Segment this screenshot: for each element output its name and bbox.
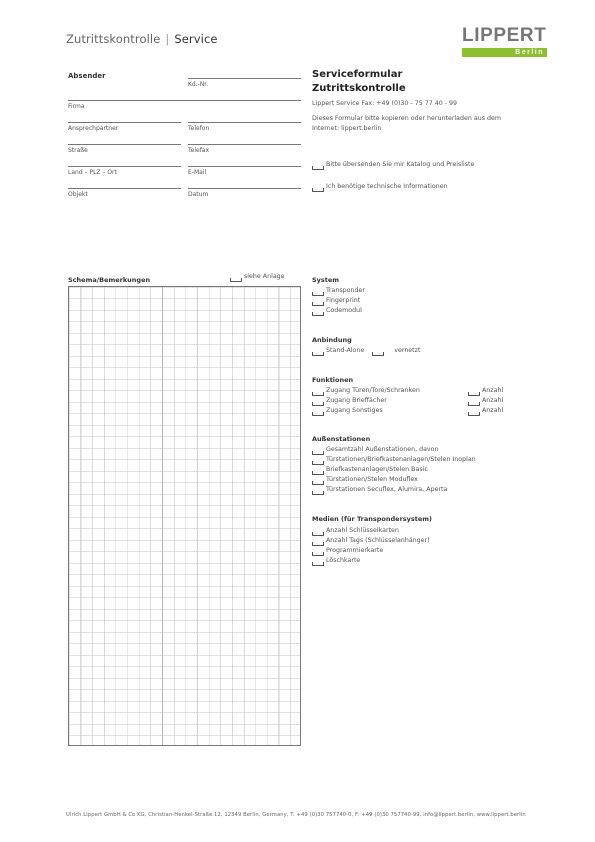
ansprechpartner-label: Ansprechpartner — [68, 125, 119, 132]
anbindung-heading: Anbindung — [312, 336, 352, 344]
sender-heading: Absender — [68, 72, 106, 80]
amount-input[interactable] — [312, 451, 324, 455]
amount-input[interactable] — [312, 491, 324, 495]
telefax-label: Telefax — [188, 147, 210, 154]
checkbox[interactable] — [312, 292, 324, 296]
kd-nr-line[interactable] — [188, 78, 301, 79]
anbindung-vernetzt[interactable]: vernetzt — [394, 347, 421, 354]
option-label: Zugang Brieffächer — [326, 397, 387, 404]
medien-option[interactable] — [312, 546, 430, 556]
logo-sub: Berlin — [515, 49, 544, 56]
checkbox[interactable] — [312, 302, 324, 306]
medien-option[interactable] — [312, 556, 430, 566]
header-category: Zutrittskontrolle — [66, 32, 161, 46]
land-plz-ort-line[interactable] — [68, 166, 181, 167]
telefon-label: Telefon — [188, 125, 210, 132]
checkbox[interactable] — [312, 312, 324, 316]
form-title — [312, 68, 406, 96]
ansprechpartner-line[interactable] — [68, 122, 181, 123]
logo-word: LIPPERT — [462, 25, 547, 46]
request-info-label: Ich benötige technische Informationen — [326, 183, 448, 190]
header-section: Service — [174, 32, 218, 46]
service-note-line2: Internet: lippert.berlin — [312, 125, 382, 132]
aussenstationen-option[interactable] — [312, 485, 476, 495]
amount-input[interactable] — [468, 402, 480, 406]
aussenstationen-options — [312, 445, 476, 495]
checkbox[interactable] — [312, 188, 324, 192]
option-label: Fingerprint — [326, 297, 361, 304]
option-label: Türstationen Secuflex, Alumira, Aperta — [326, 486, 448, 493]
option-label: Anzahl Tags (Schlüsselanhänger) — [326, 537, 430, 544]
option-label: Türstationen/Stelen Moduflex — [326, 476, 418, 483]
header-separator: | — [165, 32, 170, 46]
medien-option[interactable] — [312, 536, 430, 546]
amount-label: Anzahl — [482, 387, 504, 394]
funktionen-option-brieffaecher[interactable] — [312, 396, 420, 406]
aussenstationen-option[interactable] — [312, 475, 476, 485]
medien-options — [312, 526, 430, 566]
strasse-label: Straße — [68, 147, 88, 154]
checkbox[interactable] — [312, 552, 324, 556]
grid-dot-pattern — [69, 287, 300, 745]
land-plz-ort-label: Land – PLZ – Ort — [68, 169, 117, 176]
checkbox[interactable] — [372, 352, 384, 356]
amount-input[interactable] — [468, 392, 480, 396]
anbindung-options — [312, 346, 420, 356]
option-label: Codemodul — [326, 307, 362, 314]
request-catalog-label: Bitte übersenden Sie mir Katalog und Preisliste — [326, 161, 475, 168]
checkbox[interactable] — [312, 402, 324, 406]
request-info-option[interactable] — [312, 182, 448, 192]
schema-heading: Schema/Bemerkungen — [68, 276, 151, 284]
page-footer: Ulrich Lippert GmbH & Co KG, Christian-Henkel-Straße 12, 12349 Berlin, Germany, T: +49 (0)30 757740-0, F: +49 (0)30 757740-99, info@lippert.berlin, www.lippert.berlin — [66, 812, 526, 818]
datum-label: Datum — [188, 191, 209, 198]
system-option-codemodul[interactable] — [312, 306, 365, 316]
funktionen-heading: Funktionen — [312, 376, 354, 384]
amount-field[interactable] — [468, 386, 503, 396]
option-label: Briefkastenanlagen/Stelen Basic — [326, 466, 428, 473]
amount-input[interactable] — [312, 532, 324, 536]
checkbox[interactable] — [312, 166, 324, 170]
logo-bar — [462, 48, 547, 57]
system-option-transponder[interactable] — [312, 286, 365, 296]
checkbox[interactable] — [230, 278, 242, 282]
form-title-line2: Zutrittskontrolle — [312, 83, 406, 94]
funktionen-amounts — [468, 386, 503, 416]
checkbox[interactable] — [312, 392, 324, 396]
option-label: Transponder — [326, 287, 365, 294]
request-catalog-option[interactable] — [312, 160, 474, 170]
schema-attachment-option[interactable] — [230, 272, 285, 282]
amount-label: Anzahl — [482, 397, 504, 404]
option-label: Zugang Türen/Tore/Schranken — [326, 387, 420, 394]
system-options — [312, 286, 365, 316]
lippert-logo — [462, 26, 547, 57]
funktionen-option-sonstiges[interactable] — [312, 406, 420, 416]
telefon-line[interactable] — [188, 122, 301, 123]
amount-field[interactable] — [468, 396, 503, 406]
amount-field[interactable] — [468, 406, 503, 416]
amount-input[interactable] — [312, 461, 324, 465]
objekt-line[interactable] — [68, 188, 181, 189]
telefax-line[interactable] — [188, 144, 301, 145]
option-label: Löschkarte — [326, 557, 361, 564]
service-note-line1: Dieses Formular bitte kopieren oder herunterladen aus dem — [312, 115, 502, 122]
checkbox[interactable] — [312, 562, 324, 566]
email-line[interactable] — [188, 166, 301, 167]
schema-grid[interactable] — [68, 286, 301, 746]
checkbox[interactable] — [312, 412, 324, 416]
page-header — [66, 32, 218, 46]
option-label: Anzahl Schlüsselkarten — [326, 527, 399, 534]
schema-attachment-label: siehe Anlage — [244, 273, 285, 280]
medien-option[interactable] — [312, 526, 430, 536]
amount-input[interactable] — [312, 481, 324, 485]
option-label: Türstationen/Briefkastenanlagen/Stelen Inoplan — [326, 456, 476, 463]
aussenstationen-option[interactable] — [312, 445, 476, 455]
email-label: E-Mail — [188, 169, 207, 176]
firma-line[interactable] — [68, 100, 301, 101]
funktionen-option-tueren[interactable] — [312, 386, 420, 396]
form-title-line1: Serviceformular — [312, 69, 403, 80]
aussenstationen-heading: Außenstationen — [312, 435, 371, 443]
checkbox[interactable] — [312, 352, 324, 356]
option-label: Gesamtzahl Außenstationen, davon — [326, 446, 439, 453]
service-fax: Lippert Service Fax: +49 (0)30 - 75 77 40 - 99 — [312, 100, 458, 107]
amount-input[interactable] — [312, 542, 324, 546]
system-option-fingerprint[interactable] — [312, 296, 365, 306]
aussenstationen-option[interactable] — [312, 455, 476, 465]
funktionen-options — [312, 386, 420, 416]
option-label: Programmierkarte — [326, 547, 384, 554]
aussenstationen-option[interactable] — [312, 465, 476, 475]
datum-line[interactable] — [188, 188, 301, 189]
amount-input[interactable] — [468, 412, 480, 416]
objekt-label: Objekt — [68, 191, 88, 198]
anbindung-stand-alone[interactable]: Stand-Alone — [326, 347, 365, 354]
amount-label: Anzahl — [482, 407, 504, 414]
amount-input[interactable] — [312, 471, 324, 475]
medien-heading: Medien (für Transpondersystem) — [312, 515, 433, 523]
option-label: Zugang Sonstiges — [326, 407, 383, 414]
strasse-line[interactable] — [68, 144, 181, 145]
kd-nr-label: Kd.-Nr. — [188, 81, 209, 88]
firma-label: Firma — [68, 103, 85, 110]
system-heading: System — [312, 276, 340, 284]
